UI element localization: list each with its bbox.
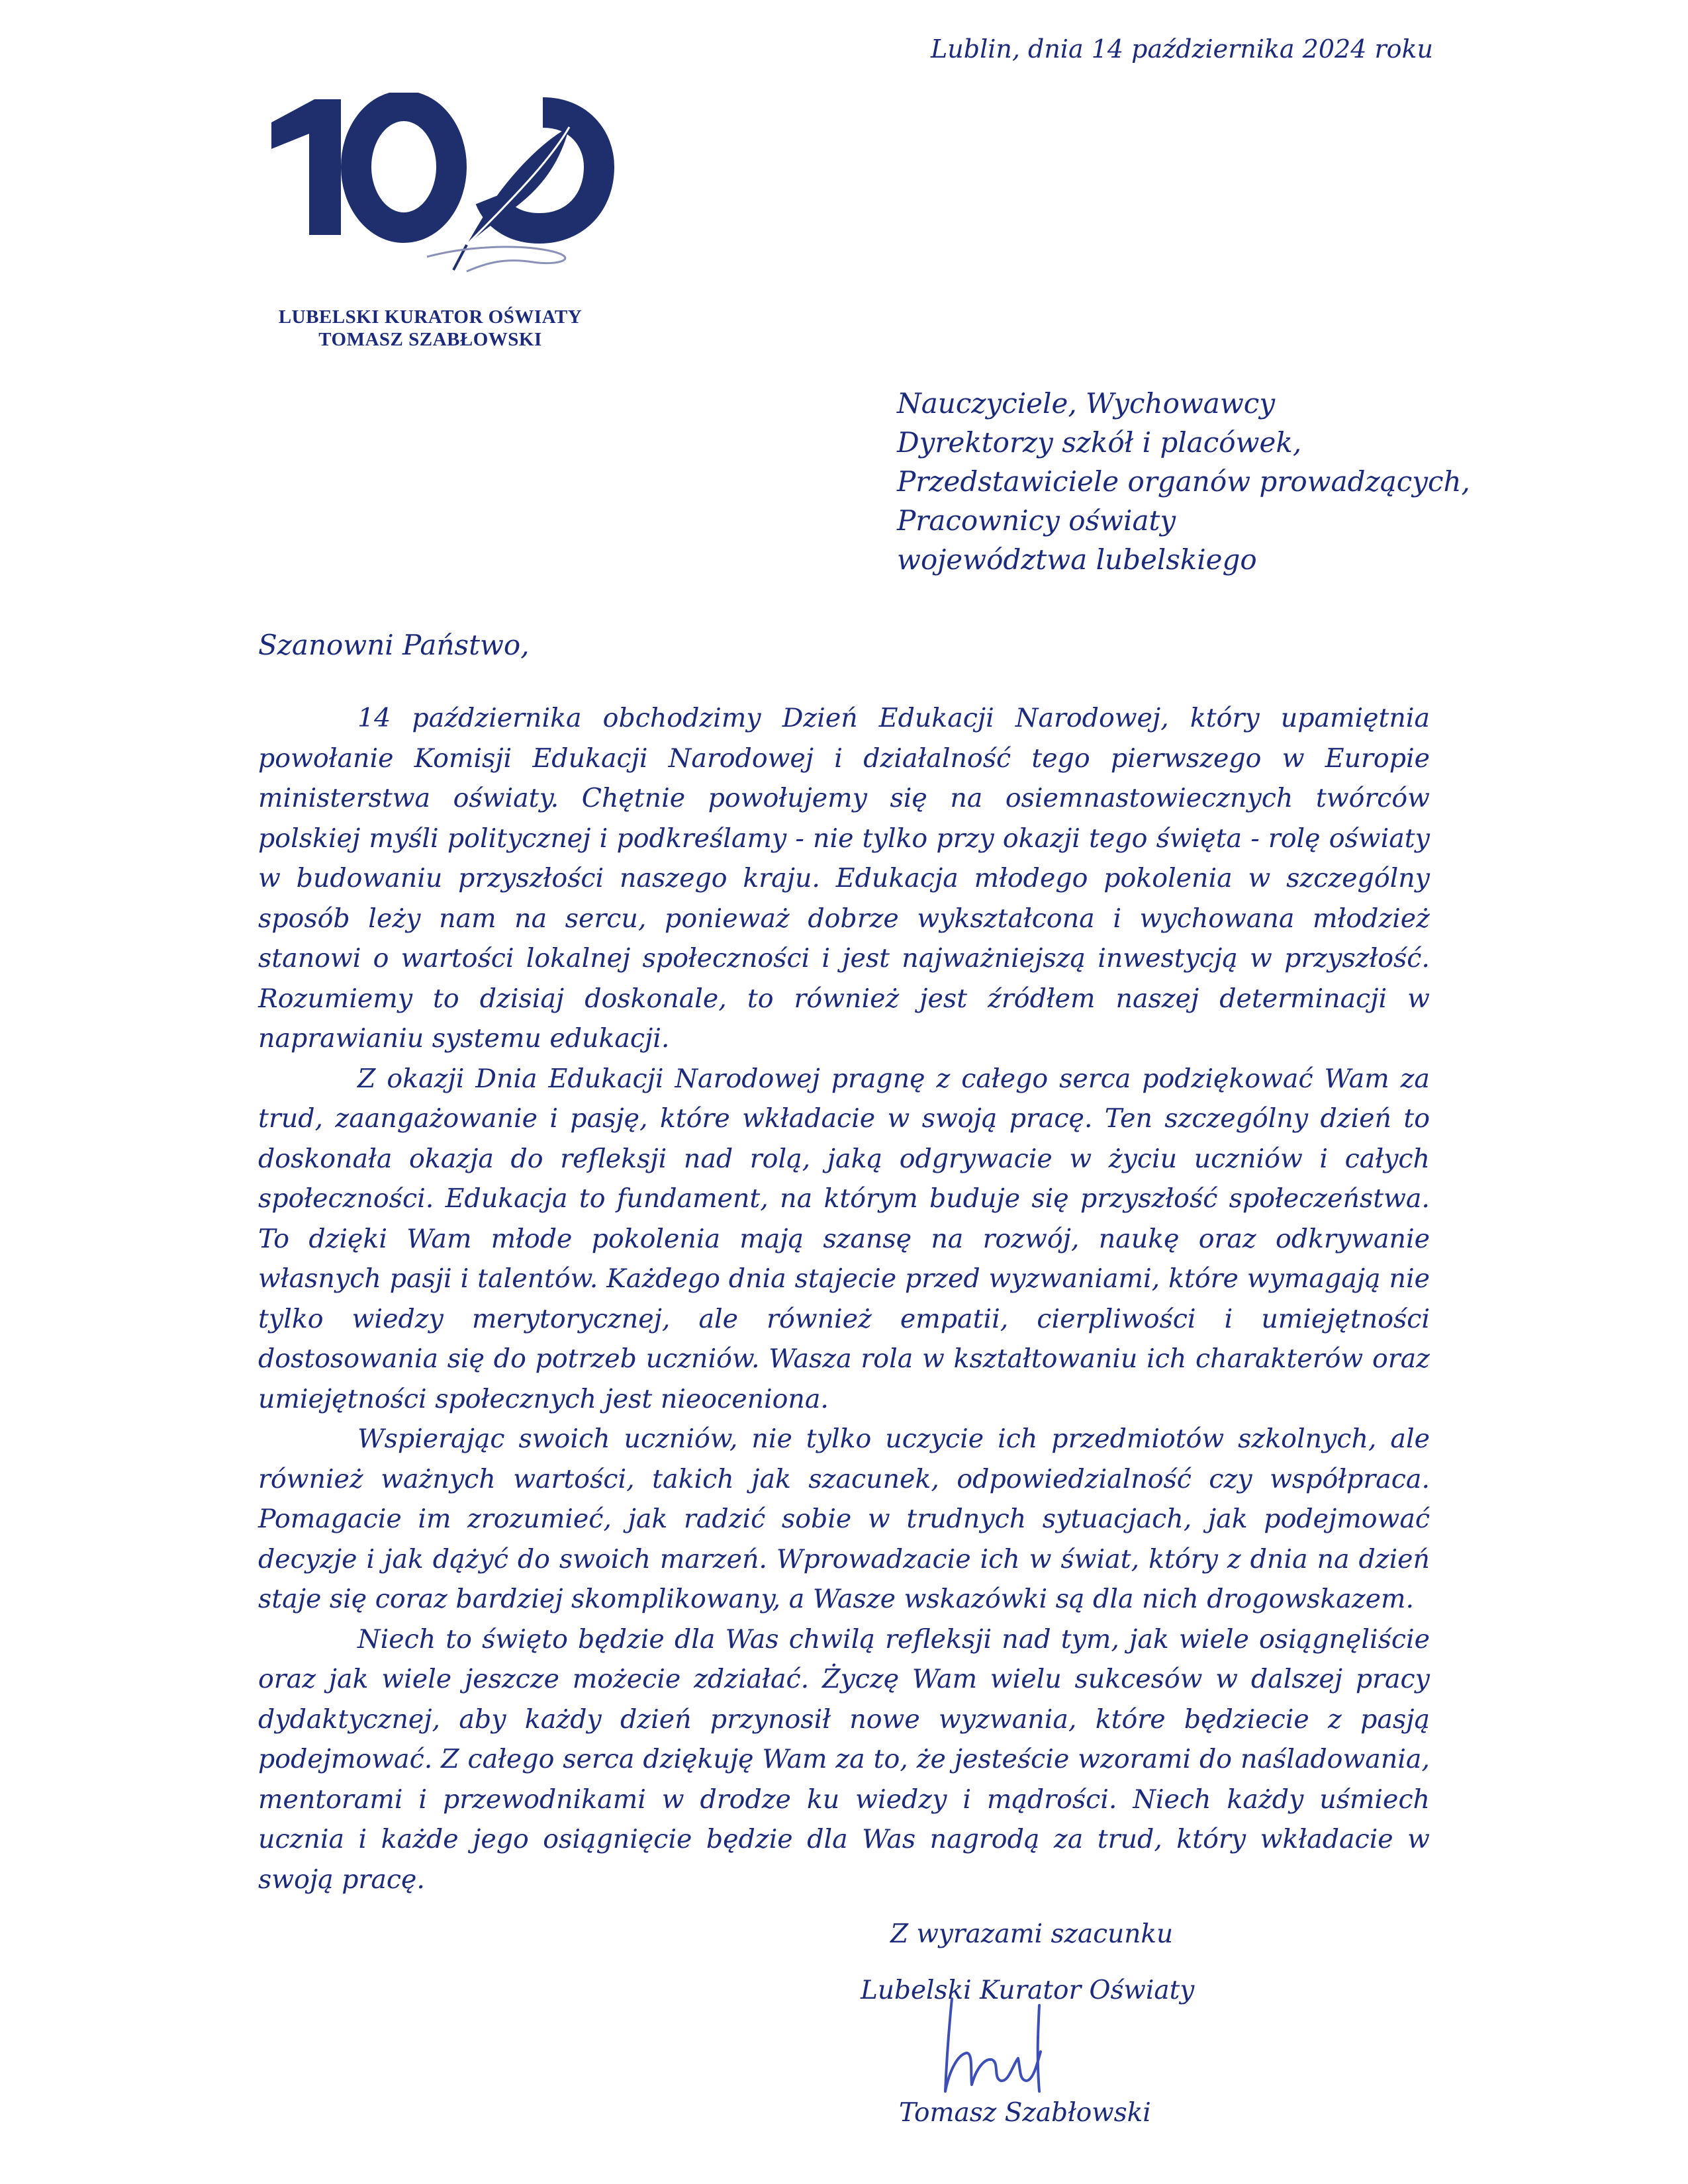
letter-body xyxy=(258,698,1430,1899)
anniversary-100-logo xyxy=(268,93,626,281)
handwritten-signature xyxy=(927,1992,1053,2105)
recipients-block xyxy=(897,384,1470,579)
recipient-line: Nauczyciele, Wychowawcy xyxy=(897,387,1276,420)
recipient-line: Przedstawiciele organów prowadzących, xyxy=(897,465,1470,498)
signatory-name: Tomasz Szabłowski xyxy=(899,2098,1151,2128)
body-paragraph: Z okazji Dnia Edukacji Narodowej pragnę z całego serca podziękować Wam za trud, zaangażowanie i pasję, które wkładacie w swoją pracę. Ten szczególny dzień to doskonała okazja do refleksji nad rolą, jaką odgrywacie w życiu uczniów i całych społeczności. Edukacja to fundament, na którym buduje się przyszłość społeczeństwa. To dzięki Wam młode pokolenia mają szansę na rozwój, naukę oraz odkrywanie własnych pasji i talentów. Każdego dnia stajecie przed wyzwaniami, które wymagają nie tylko wiedzy merytorycznej, ale również empatii, cierpliwości i umiejętności dostosowania się do potrzeb uczniów. Wasza rola w kształtowaniu ich charakterów oraz umiejętności społecznych jest nieoceniona. xyxy=(258,1063,1430,1414)
date-line: Lublin, dnia 14 października 2024 roku xyxy=(931,34,1433,64)
org-title: LUBELSKI KURATOR OŚWIATY xyxy=(278,306,583,328)
closing-regards: Z wyrazami szacunku xyxy=(890,1919,1174,1949)
logo-digit-zero xyxy=(356,106,451,228)
recipient-line: Dyrektorzy szkół i placówek, xyxy=(897,426,1302,459)
body-paragraph: 14 października obchodzimy Dzień Edukacji Narodowej, który upamiętnia powołanie Komisji Edukacji Narodowej i działalność tego pierwszego w Europie ministerstwa oświaty. Chętnie powołujemy się na osiemnastowiecznych twórców polskiej myśli politycznej i podkreślamy - nie tylko przy okazji tego święta - rolę oświaty w budowaniu przyszłości naszego kraju. Edukacja młodego pokolenia w szczególny sposób leży nam na sercu, ponieważ dobrze wykształcona i wychowana młodzież stanowi o wartości lokalnej społeczności i jest najważniejszą inwestycją w przyszłość. Rozumiemy to dzisiaj doskonale, to również jest źródłem naszej determinacji w naprawianiu systemu edukacji. xyxy=(258,703,1430,1054)
recipient-line: województwa lubelskiego xyxy=(897,543,1257,576)
closing-title: Lubelski Kurator Oświaty xyxy=(861,1976,1195,2005)
body-paragraph: Wspierając swoich uczniów, nie tylko uczycie ich przedmiotów szkolnych, ale również ważnych wartości, takich jak szacunek, odpowiedzialność czy współpraca. Pomagacie im zrozumieć, jak radzić sobie w trudnych sytuacjach, jak podejmować decyzje i jak dążyć do swoich marzeń. Wprowadzacie ich w świat, który z dnia na dzień staje się coraz bardziej skomplikowany, a Wasze wskazówki są dla nich drogowskazem. xyxy=(258,1424,1430,1614)
org-block xyxy=(261,306,599,351)
recipient-line: Pracownicy oświaty xyxy=(897,504,1176,537)
logo-flourish xyxy=(427,247,565,271)
logo-digit-one xyxy=(271,99,341,235)
org-person: TOMASZ SZABŁOWSKI xyxy=(318,329,542,350)
salutation: Szanowni Państwo, xyxy=(258,629,530,661)
body-paragraph: Niech to święto będzie dla Was chwilą refleksji nad tym, jak wiele osiągnęliście oraz jak wiele jeszcze możecie zdziałać. Życzę Wam wielu sukcesów w dalszej pracy dydaktycznej, aby każdy dzień przynosił nowe wyzwania, które będziecie z pasją podejmować. Z całego serca dziękuję Wam za to, że jesteście wzorami do naśladowania, mentorami i przewodnikami w drodze ku wiedzy i mądrości. Niech każdy uśmiech ucznia i każde jego osiągnięcie będzie dla Was nagrodą za trud, który wkładacie w swoją pracę. xyxy=(258,1623,1430,1895)
